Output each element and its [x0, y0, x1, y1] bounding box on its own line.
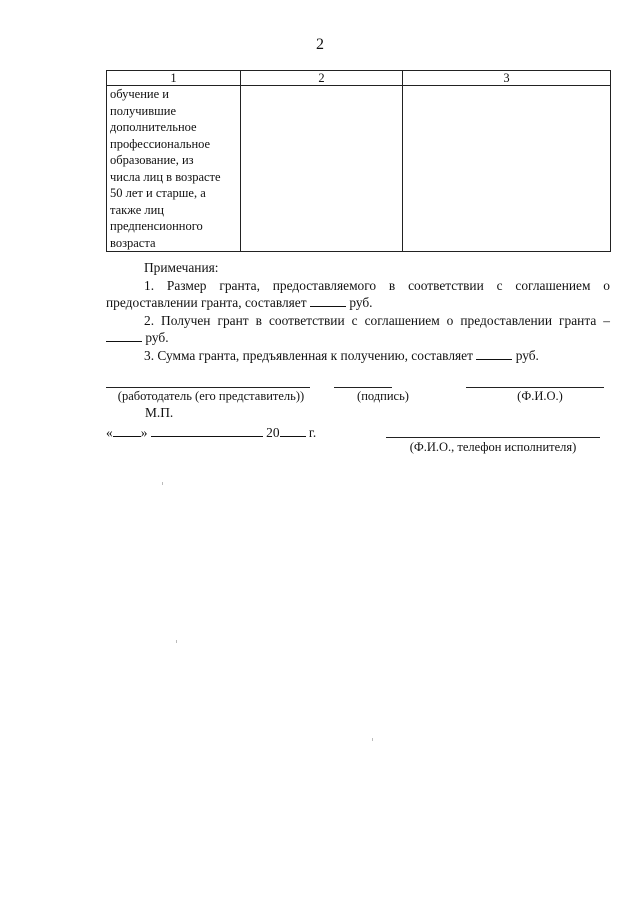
cell-line: профессиональное	[110, 136, 211, 151]
scan-speck	[176, 640, 177, 643]
cell-line: предпенсионного	[110, 219, 203, 233]
page-number: 2	[316, 36, 324, 53]
employer-signature-line	[106, 387, 310, 388]
executor-line	[386, 437, 600, 438]
stamp-placeholder: М.П.	[145, 405, 174, 420]
signature-line	[334, 387, 392, 388]
year-suffix: г.	[308, 425, 317, 440]
amount-blank	[476, 347, 512, 360]
cell-line: дополнительное	[110, 120, 197, 134]
note-3-unit: руб.	[515, 347, 539, 363]
cell-line: также лиц	[110, 202, 164, 217]
cell-line: образование, из	[110, 153, 194, 167]
grant-table	[106, 70, 611, 252]
scan-speck	[372, 738, 373, 741]
fio-caption: (Ф.И.О.)	[517, 389, 563, 403]
year-blank	[280, 424, 306, 437]
amount-blank	[106, 329, 142, 342]
scan-speck	[162, 482, 163, 485]
note-1-text: 1. Размер гранта, предоставляемого в соответствии с соглашением о предоставлении гранта, составляет	[106, 277, 610, 310]
column-header: 1	[107, 71, 241, 86]
note-3-text: 3. Сумма гранта, предъявленная к получению, составляет	[144, 347, 473, 363]
note-2-unit: руб.	[145, 330, 169, 345]
table-cell-col3	[403, 86, 611, 252]
year-prefix: 20	[266, 425, 280, 440]
date-open-quote: «	[106, 425, 113, 440]
day-blank	[113, 424, 141, 437]
note-1-unit: руб.	[349, 295, 373, 310]
note-item-1	[106, 277, 610, 312]
cell-line: получившие	[110, 103, 177, 118]
executor-caption: (Ф.И.О., телефон исполнителя)	[409, 440, 577, 454]
table-cell-col2	[241, 86, 403, 252]
cell-line: числа лиц в возрасте	[110, 169, 221, 184]
note-2-text: 2. Получен грант в соответствии с соглашением о предоставлении гранта –	[144, 312, 610, 328]
table-header-row	[107, 71, 611, 86]
employer-caption: (работодатель (его представитель))	[117, 389, 305, 403]
note-item-3	[106, 347, 610, 365]
note-item-2	[106, 312, 610, 347]
cell-line: возраста	[110, 235, 156, 250]
column-header: 2	[241, 71, 403, 86]
notes-title: Примечания:	[144, 260, 219, 275]
notes-section	[106, 259, 610, 364]
table-row	[107, 86, 611, 252]
fio-line	[466, 387, 604, 388]
date-close-quote: »	[140, 425, 148, 440]
cell-line: 50 лет и старше, а	[110, 186, 206, 200]
date-row	[106, 424, 316, 441]
month-blank	[151, 424, 263, 437]
table-cell-category	[107, 86, 241, 252]
cell-line: обучение и	[110, 87, 169, 101]
amount-blank	[310, 294, 346, 307]
signature-caption: (подпись)	[357, 389, 409, 403]
column-header: 3	[403, 71, 611, 86]
